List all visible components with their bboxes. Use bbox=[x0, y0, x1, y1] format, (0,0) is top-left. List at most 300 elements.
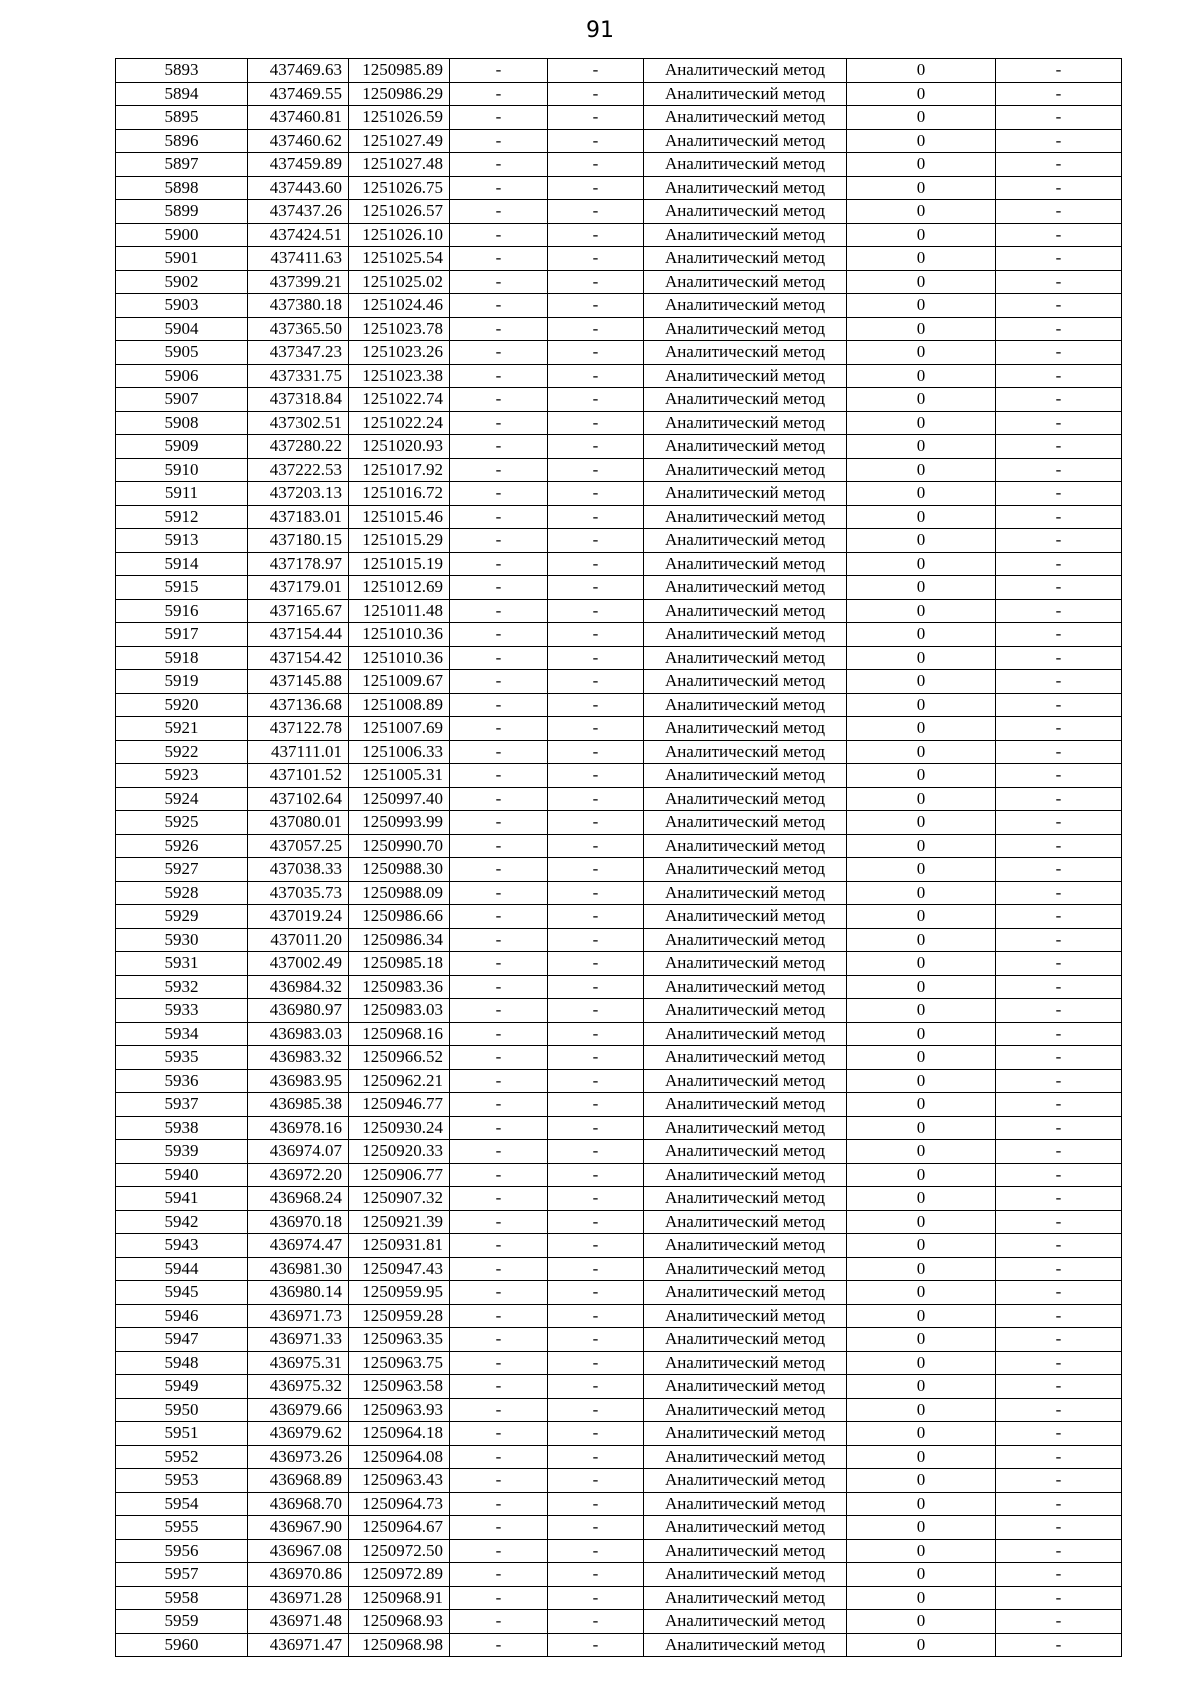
y-coordinate-cell: 1250959.95 bbox=[349, 1281, 450, 1305]
point-number-cell: 5895 bbox=[116, 106, 248, 130]
method-cell: Аналитический метод bbox=[644, 928, 847, 952]
empty-cell-3: - bbox=[996, 1492, 1122, 1516]
accuracy-cell: 0 bbox=[847, 928, 996, 952]
empty-cell-1: - bbox=[450, 1492, 548, 1516]
table-row bbox=[116, 294, 1122, 318]
empty-cell-2: - bbox=[548, 106, 644, 130]
empty-cell-1: - bbox=[450, 740, 548, 764]
table-row bbox=[116, 1210, 1122, 1234]
table-row bbox=[116, 693, 1122, 717]
empty-cell-2: - bbox=[548, 552, 644, 576]
empty-cell-1: - bbox=[450, 1281, 548, 1305]
point-number-cell: 5928 bbox=[116, 881, 248, 905]
point-number-cell: 5957 bbox=[116, 1563, 248, 1587]
empty-cell-3: - bbox=[996, 1469, 1122, 1493]
empty-cell-3: - bbox=[996, 223, 1122, 247]
point-number-cell: 5908 bbox=[116, 411, 248, 435]
accuracy-cell: 0 bbox=[847, 670, 996, 694]
empty-cell-2: - bbox=[548, 599, 644, 623]
accuracy-cell: 0 bbox=[847, 529, 996, 553]
point-number-cell: 5918 bbox=[116, 646, 248, 670]
empty-cell-3: - bbox=[996, 1281, 1122, 1305]
accuracy-cell: 0 bbox=[847, 59, 996, 83]
accuracy-cell: 0 bbox=[847, 811, 996, 835]
x-coordinate-cell: 437437.26 bbox=[248, 200, 349, 224]
empty-cell-3: - bbox=[996, 1046, 1122, 1070]
table-row bbox=[116, 1328, 1122, 1352]
empty-cell-3: - bbox=[996, 1022, 1122, 1046]
table-row bbox=[116, 247, 1122, 271]
point-number-cell: 5945 bbox=[116, 1281, 248, 1305]
empty-cell-3: - bbox=[996, 599, 1122, 623]
empty-cell-3: - bbox=[996, 294, 1122, 318]
empty-cell-2: - bbox=[548, 317, 644, 341]
method-cell: Аналитический метод bbox=[644, 1516, 847, 1540]
x-coordinate-cell: 437203.13 bbox=[248, 482, 349, 506]
point-number-cell: 5936 bbox=[116, 1069, 248, 1093]
empty-cell-3: - bbox=[996, 646, 1122, 670]
empty-cell-2: - bbox=[548, 247, 644, 271]
empty-cell-2: - bbox=[548, 294, 644, 318]
y-coordinate-cell: 1250963.35 bbox=[349, 1328, 450, 1352]
empty-cell-2: - bbox=[548, 1069, 644, 1093]
table-row bbox=[116, 928, 1122, 952]
empty-cell-3: - bbox=[996, 905, 1122, 929]
accuracy-cell: 0 bbox=[847, 1163, 996, 1187]
table-row bbox=[116, 1516, 1122, 1540]
y-coordinate-cell: 1251026.59 bbox=[349, 106, 450, 130]
x-coordinate-cell: 436968.89 bbox=[248, 1469, 349, 1493]
point-number-cell: 5953 bbox=[116, 1469, 248, 1493]
empty-cell-3: - bbox=[996, 59, 1122, 83]
table-row bbox=[116, 435, 1122, 459]
coordinates-table bbox=[115, 58, 1122, 1657]
y-coordinate-cell: 1251008.89 bbox=[349, 693, 450, 717]
y-coordinate-cell: 1250986.29 bbox=[349, 82, 450, 106]
y-coordinate-cell: 1251015.46 bbox=[349, 505, 450, 529]
y-coordinate-cell: 1250921.39 bbox=[349, 1210, 450, 1234]
empty-cell-3: - bbox=[996, 717, 1122, 741]
empty-cell-3: - bbox=[996, 82, 1122, 106]
accuracy-cell: 0 bbox=[847, 1328, 996, 1352]
empty-cell-2: - bbox=[548, 1257, 644, 1281]
table-row bbox=[116, 881, 1122, 905]
x-coordinate-cell: 437460.62 bbox=[248, 129, 349, 153]
x-coordinate-cell: 437178.97 bbox=[248, 552, 349, 576]
empty-cell-3: - bbox=[996, 1633, 1122, 1657]
table-row bbox=[116, 411, 1122, 435]
y-coordinate-cell: 1251020.93 bbox=[349, 435, 450, 459]
point-number-cell: 5920 bbox=[116, 693, 248, 717]
x-coordinate-cell: 437154.44 bbox=[248, 623, 349, 647]
table-row bbox=[116, 364, 1122, 388]
table-row bbox=[116, 1375, 1122, 1399]
accuracy-cell: 0 bbox=[847, 599, 996, 623]
point-number-cell: 5899 bbox=[116, 200, 248, 224]
empty-cell-2: - bbox=[548, 1093, 644, 1117]
point-number-cell: 5900 bbox=[116, 223, 248, 247]
empty-cell-2: - bbox=[548, 1046, 644, 1070]
x-coordinate-cell: 436978.16 bbox=[248, 1116, 349, 1140]
table-row bbox=[116, 740, 1122, 764]
table-row bbox=[116, 1445, 1122, 1469]
x-coordinate-cell: 436981.30 bbox=[248, 1257, 349, 1281]
empty-cell-2: - bbox=[548, 1351, 644, 1375]
empty-cell-2: - bbox=[548, 505, 644, 529]
empty-cell-2: - bbox=[548, 881, 644, 905]
method-cell: Аналитический метод bbox=[644, 1140, 847, 1164]
empty-cell-3: - bbox=[996, 552, 1122, 576]
empty-cell-1: - bbox=[450, 717, 548, 741]
method-cell: Аналитический метод bbox=[644, 82, 847, 106]
table-row bbox=[116, 458, 1122, 482]
empty-cell-1: - bbox=[450, 1351, 548, 1375]
point-number-cell: 5930 bbox=[116, 928, 248, 952]
empty-cell-2: - bbox=[548, 670, 644, 694]
empty-cell-3: - bbox=[996, 834, 1122, 858]
empty-cell-2: - bbox=[548, 1187, 644, 1211]
point-number-cell: 5901 bbox=[116, 247, 248, 271]
empty-cell-3: - bbox=[996, 1563, 1122, 1587]
method-cell: Аналитический метод bbox=[644, 599, 847, 623]
empty-cell-1: - bbox=[450, 529, 548, 553]
accuracy-cell: 0 bbox=[847, 1093, 996, 1117]
empty-cell-1: - bbox=[450, 505, 548, 529]
empty-cell-3: - bbox=[996, 1422, 1122, 1446]
accuracy-cell: 0 bbox=[847, 270, 996, 294]
table-row bbox=[116, 811, 1122, 835]
accuracy-cell: 0 bbox=[847, 1539, 996, 1563]
empty-cell-1: - bbox=[450, 881, 548, 905]
point-number-cell: 5932 bbox=[116, 975, 248, 999]
table-row bbox=[116, 1586, 1122, 1610]
y-coordinate-cell: 1250962.21 bbox=[349, 1069, 450, 1093]
accuracy-cell: 0 bbox=[847, 881, 996, 905]
empty-cell-1: - bbox=[450, 1022, 548, 1046]
point-number-cell: 5910 bbox=[116, 458, 248, 482]
method-cell: Аналитический метод bbox=[644, 1022, 847, 1046]
y-coordinate-cell: 1250930.24 bbox=[349, 1116, 450, 1140]
y-coordinate-cell: 1251023.78 bbox=[349, 317, 450, 341]
point-number-cell: 5896 bbox=[116, 129, 248, 153]
empty-cell-2: - bbox=[548, 1445, 644, 1469]
x-coordinate-cell: 436967.90 bbox=[248, 1516, 349, 1540]
y-coordinate-cell: 1250963.75 bbox=[349, 1351, 450, 1375]
empty-cell-1: - bbox=[450, 176, 548, 200]
method-cell: Аналитический метод bbox=[644, 1046, 847, 1070]
empty-cell-2: - bbox=[548, 176, 644, 200]
x-coordinate-cell: 436979.66 bbox=[248, 1398, 349, 1422]
y-coordinate-cell: 1251017.92 bbox=[349, 458, 450, 482]
method-cell: Аналитический метод bbox=[644, 341, 847, 365]
empty-cell-1: - bbox=[450, 858, 548, 882]
empty-cell-1: - bbox=[450, 623, 548, 647]
accuracy-cell: 0 bbox=[847, 388, 996, 412]
empty-cell-3: - bbox=[996, 858, 1122, 882]
method-cell: Аналитический метод bbox=[644, 1469, 847, 1493]
method-cell: Аналитический метод bbox=[644, 1375, 847, 1399]
y-coordinate-cell: 1250946.77 bbox=[349, 1093, 450, 1117]
point-number-cell: 5903 bbox=[116, 294, 248, 318]
method-cell: Аналитический метод bbox=[644, 1351, 847, 1375]
empty-cell-3: - bbox=[996, 1234, 1122, 1258]
table-row bbox=[116, 153, 1122, 177]
y-coordinate-cell: 1251007.69 bbox=[349, 717, 450, 741]
method-cell: Аналитический метод bbox=[644, 200, 847, 224]
empty-cell-2: - bbox=[548, 834, 644, 858]
empty-cell-3: - bbox=[996, 529, 1122, 553]
empty-cell-2: - bbox=[548, 787, 644, 811]
method-cell: Аналитический метод bbox=[644, 787, 847, 811]
empty-cell-2: - bbox=[548, 1163, 644, 1187]
y-coordinate-cell: 1251011.48 bbox=[349, 599, 450, 623]
x-coordinate-cell: 437038.33 bbox=[248, 858, 349, 882]
y-coordinate-cell: 1250990.70 bbox=[349, 834, 450, 858]
method-cell: Аналитический метод bbox=[644, 623, 847, 647]
y-coordinate-cell: 1251022.74 bbox=[349, 388, 450, 412]
x-coordinate-cell: 437424.51 bbox=[248, 223, 349, 247]
method-cell: Аналитический метод bbox=[644, 693, 847, 717]
accuracy-cell: 0 bbox=[847, 576, 996, 600]
empty-cell-3: - bbox=[996, 811, 1122, 835]
empty-cell-1: - bbox=[450, 59, 548, 83]
point-number-cell: 5933 bbox=[116, 999, 248, 1023]
empty-cell-3: - bbox=[996, 999, 1122, 1023]
empty-cell-3: - bbox=[996, 1187, 1122, 1211]
empty-cell-2: - bbox=[548, 458, 644, 482]
table-row bbox=[116, 505, 1122, 529]
table-row bbox=[116, 176, 1122, 200]
method-cell: Аналитический метод bbox=[644, 1281, 847, 1305]
method-cell: Аналитический метод bbox=[644, 106, 847, 130]
empty-cell-1: - bbox=[450, 975, 548, 999]
x-coordinate-cell: 437460.81 bbox=[248, 106, 349, 130]
accuracy-cell: 0 bbox=[847, 623, 996, 647]
empty-cell-1: - bbox=[450, 294, 548, 318]
method-cell: Аналитический метод bbox=[644, 1563, 847, 1587]
empty-cell-2: - bbox=[548, 200, 644, 224]
method-cell: Аналитический метод bbox=[644, 1539, 847, 1563]
point-number-cell: 5929 bbox=[116, 905, 248, 929]
table-row bbox=[116, 858, 1122, 882]
point-number-cell: 5958 bbox=[116, 1586, 248, 1610]
empty-cell-3: - bbox=[996, 505, 1122, 529]
x-coordinate-cell: 437380.18 bbox=[248, 294, 349, 318]
y-coordinate-cell: 1251010.36 bbox=[349, 623, 450, 647]
x-coordinate-cell: 437080.01 bbox=[248, 811, 349, 835]
accuracy-cell: 0 bbox=[847, 200, 996, 224]
y-coordinate-cell: 1250983.36 bbox=[349, 975, 450, 999]
method-cell: Аналитический метод bbox=[644, 1234, 847, 1258]
method-cell: Аналитический метод bbox=[644, 364, 847, 388]
table-row bbox=[116, 270, 1122, 294]
table-row bbox=[116, 1281, 1122, 1305]
y-coordinate-cell: 1250968.91 bbox=[349, 1586, 450, 1610]
y-coordinate-cell: 1251006.33 bbox=[349, 740, 450, 764]
method-cell: Аналитический метод bbox=[644, 1210, 847, 1234]
point-number-cell: 5925 bbox=[116, 811, 248, 835]
empty-cell-2: - bbox=[548, 764, 644, 788]
empty-cell-3: - bbox=[996, 623, 1122, 647]
empty-cell-3: - bbox=[996, 411, 1122, 435]
table-row bbox=[116, 1257, 1122, 1281]
method-cell: Аналитический метод bbox=[644, 1445, 847, 1469]
table-row bbox=[116, 200, 1122, 224]
x-coordinate-cell: 437145.88 bbox=[248, 670, 349, 694]
y-coordinate-cell: 1250964.08 bbox=[349, 1445, 450, 1469]
x-coordinate-cell: 437280.22 bbox=[248, 435, 349, 459]
table-row bbox=[116, 106, 1122, 130]
method-cell: Аналитический метод bbox=[644, 646, 847, 670]
table-row bbox=[116, 1234, 1122, 1258]
method-cell: Аналитический метод bbox=[644, 153, 847, 177]
empty-cell-3: - bbox=[996, 341, 1122, 365]
method-cell: Аналитический метод bbox=[644, 975, 847, 999]
accuracy-cell: 0 bbox=[847, 458, 996, 482]
method-cell: Аналитический метод bbox=[644, 176, 847, 200]
point-number-cell: 5911 bbox=[116, 482, 248, 506]
accuracy-cell: 0 bbox=[847, 1304, 996, 1328]
point-number-cell: 5937 bbox=[116, 1093, 248, 1117]
table-row bbox=[116, 1422, 1122, 1446]
empty-cell-2: - bbox=[548, 999, 644, 1023]
empty-cell-1: - bbox=[450, 1163, 548, 1187]
empty-cell-2: - bbox=[548, 858, 644, 882]
y-coordinate-cell: 1250986.34 bbox=[349, 928, 450, 952]
x-coordinate-cell: 437122.78 bbox=[248, 717, 349, 741]
empty-cell-1: - bbox=[450, 1093, 548, 1117]
table-row bbox=[116, 905, 1122, 929]
x-coordinate-cell: 436983.95 bbox=[248, 1069, 349, 1093]
empty-cell-2: - bbox=[548, 1304, 644, 1328]
empty-cell-2: - bbox=[548, 1422, 644, 1446]
point-number-cell: 5898 bbox=[116, 176, 248, 200]
empty-cell-3: - bbox=[996, 1445, 1122, 1469]
empty-cell-1: - bbox=[450, 834, 548, 858]
table-row bbox=[116, 670, 1122, 694]
empty-cell-1: - bbox=[450, 599, 548, 623]
empty-cell-2: - bbox=[548, 905, 644, 929]
method-cell: Аналитический метод bbox=[644, 764, 847, 788]
method-cell: Аналитический метод bbox=[644, 999, 847, 1023]
table-row bbox=[116, 552, 1122, 576]
x-coordinate-cell: 437365.50 bbox=[248, 317, 349, 341]
empty-cell-2: - bbox=[548, 1210, 644, 1234]
accuracy-cell: 0 bbox=[847, 153, 996, 177]
point-number-cell: 5954 bbox=[116, 1492, 248, 1516]
empty-cell-1: - bbox=[450, 247, 548, 271]
empty-cell-2: - bbox=[548, 435, 644, 459]
method-cell: Аналитический метод bbox=[644, 952, 847, 976]
empty-cell-1: - bbox=[450, 552, 548, 576]
table-row bbox=[116, 1563, 1122, 1587]
y-coordinate-cell: 1250972.50 bbox=[349, 1539, 450, 1563]
point-number-cell: 5893 bbox=[116, 59, 248, 83]
point-number-cell: 5905 bbox=[116, 341, 248, 365]
x-coordinate-cell: 437057.25 bbox=[248, 834, 349, 858]
accuracy-cell: 0 bbox=[847, 505, 996, 529]
y-coordinate-cell: 1250986.66 bbox=[349, 905, 450, 929]
y-coordinate-cell: 1251016.72 bbox=[349, 482, 450, 506]
accuracy-cell: 0 bbox=[847, 1022, 996, 1046]
method-cell: Аналитический метод bbox=[644, 740, 847, 764]
accuracy-cell: 0 bbox=[847, 858, 996, 882]
method-cell: Аналитический метод bbox=[644, 1398, 847, 1422]
point-number-cell: 5935 bbox=[116, 1046, 248, 1070]
y-coordinate-cell: 1250988.30 bbox=[349, 858, 450, 882]
method-cell: Аналитический метод bbox=[644, 717, 847, 741]
method-cell: Аналитический метод bbox=[644, 317, 847, 341]
x-coordinate-cell: 437469.55 bbox=[248, 82, 349, 106]
accuracy-cell: 0 bbox=[847, 1069, 996, 1093]
x-coordinate-cell: 437101.52 bbox=[248, 764, 349, 788]
empty-cell-2: - bbox=[548, 576, 644, 600]
accuracy-cell: 0 bbox=[847, 1422, 996, 1446]
method-cell: Аналитический метод bbox=[644, 1586, 847, 1610]
method-cell: Аналитический метод bbox=[644, 411, 847, 435]
accuracy-cell: 0 bbox=[847, 1116, 996, 1140]
x-coordinate-cell: 437102.64 bbox=[248, 787, 349, 811]
accuracy-cell: 0 bbox=[847, 1586, 996, 1610]
empty-cell-3: - bbox=[996, 1610, 1122, 1634]
method-cell: Аналитический метод bbox=[644, 576, 847, 600]
empty-cell-3: - bbox=[996, 1328, 1122, 1352]
empty-cell-1: - bbox=[450, 764, 548, 788]
empty-cell-1: - bbox=[450, 1234, 548, 1258]
accuracy-cell: 0 bbox=[847, 834, 996, 858]
empty-cell-1: - bbox=[450, 1257, 548, 1281]
x-coordinate-cell: 436983.03 bbox=[248, 1022, 349, 1046]
empty-cell-2: - bbox=[548, 341, 644, 365]
method-cell: Аналитический метод bbox=[644, 1328, 847, 1352]
point-number-cell: 5952 bbox=[116, 1445, 248, 1469]
table-row bbox=[116, 82, 1122, 106]
x-coordinate-cell: 436983.32 bbox=[248, 1046, 349, 1070]
x-coordinate-cell: 437399.21 bbox=[248, 270, 349, 294]
x-coordinate-cell: 437411.63 bbox=[248, 247, 349, 271]
accuracy-cell: 0 bbox=[847, 129, 996, 153]
x-coordinate-cell: 436974.07 bbox=[248, 1140, 349, 1164]
table-row bbox=[116, 1163, 1122, 1187]
table-row bbox=[116, 764, 1122, 788]
accuracy-cell: 0 bbox=[847, 1281, 996, 1305]
empty-cell-3: - bbox=[996, 1351, 1122, 1375]
y-coordinate-cell: 1250964.73 bbox=[349, 1492, 450, 1516]
table-row bbox=[116, 388, 1122, 412]
point-number-cell: 5942 bbox=[116, 1210, 248, 1234]
y-coordinate-cell: 1251022.24 bbox=[349, 411, 450, 435]
table-row bbox=[116, 1140, 1122, 1164]
empty-cell-2: - bbox=[548, 1022, 644, 1046]
point-number-cell: 5956 bbox=[116, 1539, 248, 1563]
empty-cell-1: - bbox=[450, 670, 548, 694]
y-coordinate-cell: 1250968.16 bbox=[349, 1022, 450, 1046]
point-number-cell: 5917 bbox=[116, 623, 248, 647]
y-coordinate-cell: 1250972.89 bbox=[349, 1563, 450, 1587]
empty-cell-3: - bbox=[996, 247, 1122, 271]
table-body bbox=[116, 59, 1122, 1657]
point-number-cell: 5894 bbox=[116, 82, 248, 106]
point-number-cell: 5924 bbox=[116, 787, 248, 811]
point-number-cell: 5948 bbox=[116, 1351, 248, 1375]
empty-cell-3: - bbox=[996, 153, 1122, 177]
empty-cell-2: - bbox=[548, 153, 644, 177]
y-coordinate-cell: 1250906.77 bbox=[349, 1163, 450, 1187]
method-cell: Аналитический метод bbox=[644, 858, 847, 882]
y-coordinate-cell: 1251026.57 bbox=[349, 200, 450, 224]
empty-cell-2: - bbox=[548, 388, 644, 412]
table-row bbox=[116, 1398, 1122, 1422]
